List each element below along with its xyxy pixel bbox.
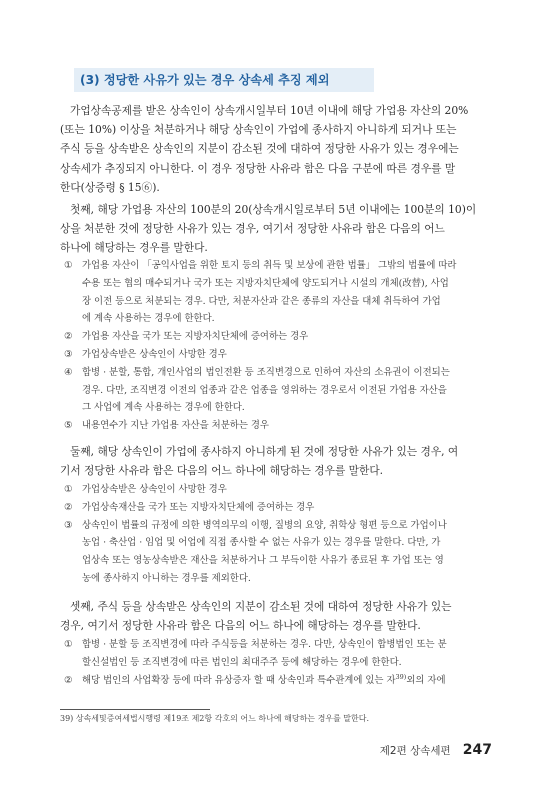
- item-number: ①: [64, 260, 73, 271]
- item-line-text: 외의 자에: [406, 674, 446, 686]
- list-item: [64, 636, 496, 672]
- item-line: 내용연수가 지난 가업용 자산을 처분하는 경우: [82, 420, 269, 432]
- item-number: ⑤: [64, 420, 73, 432]
- item-line: 가업용 자산이 「공익사업을 위한 토지 등의 취득 및 보상에 관한 법률」 그밖의 법률에 따라: [82, 260, 457, 271]
- footnote-reference[interactable]: 39): [395, 672, 407, 681]
- first-line: 첫째, 해당 가업용 자산의 100분의 20(상속개시일로부터 5년 이내에는 100분의 10)이: [70, 203, 477, 216]
- list-item: [64, 672, 496, 690]
- first-list: [64, 257, 496, 435]
- first-line: 하나에 해당하는 경우를 말한다.: [60, 241, 208, 255]
- first-paragraph: [60, 200, 496, 258]
- item-line: 농업 · 축산업 · 임업 및 어업에 직접 종사할 수 없는 사유가 있는 경우를 말한다. 다만, 가: [82, 537, 441, 549]
- item-line: 할신설법인 등 조직변경에 따른 법인의 최대주주 등에 해당하는 경우에 한한다.: [82, 656, 402, 668]
- item-line: 가업상속재산을 국가 또는 지방자치단체에 증여하는 경우: [82, 501, 315, 513]
- third-line: 셋째, 주식 등을 상속받은 상속인의 지분이 감소된 것에 대하여 정당한 사유가 있는: [70, 600, 452, 613]
- intro-line: 주식 등을 상속받은 상속인의 지분이 감소된 것에 대하여 정당한 사유가 있는 경우에는: [60, 142, 459, 156]
- item-number: ①: [64, 639, 73, 650]
- item-line: 에 계속 사용하는 경우에 한한다.: [82, 313, 215, 325]
- second-line: 둘째, 해당 상속인이 가업에 종사하지 아니하게 된 것에 정당한 사유가 있는 경우, 여: [70, 445, 459, 458]
- item-number: ③: [64, 519, 73, 531]
- item-line: 가업상속받은 상속인이 사망한 경우: [82, 484, 227, 495]
- list-item: [64, 364, 496, 417]
- intro-line: 상속세가 추징되지 아니한다. 이 경우 정당한 사유라 함은 다음 구분에 따른 경우를 말: [60, 161, 456, 175]
- section-label: 제2편 상속세편: [379, 745, 451, 757]
- item-line: 가업용 자산을 국가 또는 지방자치단체에 증여하는 경우: [82, 331, 309, 343]
- footnote: 39) 상속세및증여세법시행령 제19조 제2항 각호의 어느 하나에 해당하는 경우를 말한다.: [60, 714, 370, 723]
- list-item: [64, 346, 496, 364]
- item-line: 경우. 다만, 조직변경 이전의 업종과 같은 업종을 영위하는 경우로서 이전된 가업용 자산을: [82, 384, 447, 396]
- list-item: [64, 257, 496, 328]
- item-line: 가업상속받은 상속인이 사망한 경우: [82, 348, 227, 360]
- first-line: 상을 처분한 것에 정당한 사유가 있는 경우, 여기서 정당한 사유라 함은 다음의 어느: [60, 222, 445, 236]
- item-number: ③: [64, 348, 73, 360]
- item-number: ④: [64, 366, 73, 378]
- second-list: [64, 481, 496, 588]
- item-line: [82, 672, 496, 690]
- footnote-divider: [60, 709, 210, 710]
- item-line: 상속인이 법률의 규정에 의한 병역의무의 이행, 질병의 요양, 취학상 형편 등으로 가업이나: [82, 519, 447, 531]
- item-number: ②: [64, 501, 73, 513]
- item-line: 장 이전 등으로 처분되는 경우. 다만, 처분자산과 같은 종류의 자산을 대체 취득하여 가업: [82, 295, 441, 307]
- item-line: 합병 · 분할, 통합, 개인사업의 법인전환 등 조직변경으로 인하여 자산의 소유권이 이전되는: [82, 366, 450, 378]
- second-line: 기서 정당한 사유라 함은 다음의 어느 하나에 해당하는 경우를 말한다.: [60, 464, 384, 478]
- item-number: ②: [64, 331, 73, 343]
- list-item: [64, 417, 496, 435]
- section-heading: (3) 정당한 사유가 있는 경우 상속세 추징 제외: [74, 68, 374, 92]
- third-line: 경우, 여기서 정당한 사유라 함은 다음의 어느 하나에 해당하는 경우를 말한다.: [60, 619, 421, 633]
- item-line: 수용 또는 협의 매수되거나 국가 또는 지방자치단체에 양도되거나 시설의 개체(改替), 사업: [82, 277, 449, 289]
- list-item: [64, 517, 496, 588]
- third-paragraph: [60, 597, 496, 635]
- item-line-text: 해당 법인의 사업확장 등에 따라 유상증자 할 때 상속인과 특수관계에 있는 자: [82, 674, 396, 686]
- item-line: 농에 종사하지 아니하는 경우를 제외한다.: [82, 572, 251, 584]
- item-line: 그 사업에 계속 사용하는 경우에 한한다.: [82, 402, 245, 414]
- intro-line: (또는 10%) 이상을 처분하거나 해당 상속인이 가업에 종사하지 아니하게 되거나 또는: [60, 123, 457, 137]
- page-footer: [380, 739, 492, 758]
- item-line: 합병 · 분할 등 조직변경에 따라 주식등을 처분하는 경우. 다만, 상속인이 합병법인 또는 분: [82, 639, 447, 650]
- list-item: [64, 499, 496, 517]
- item-number: ②: [64, 674, 73, 686]
- intro-line: 가업상속공제를 받은 상속인이 상속개시일부터 10년 이내에 해당 가업용 자산의 20%: [70, 104, 469, 117]
- list-item: [64, 328, 496, 346]
- list-item: [64, 481, 496, 499]
- item-line: 업상속 또는 영농상속받은 재산을 처분하거나 그 부득이한 사유가 종료된 후 가업 또는 영: [82, 555, 444, 567]
- intro-paragraph: [60, 101, 496, 197]
- page-number: 247: [462, 742, 492, 758]
- second-paragraph: [60, 442, 496, 480]
- item-number: ①: [64, 484, 73, 495]
- third-list: [64, 636, 496, 689]
- intro-line: 한다(상증령 § 15⑥).: [60, 180, 160, 194]
